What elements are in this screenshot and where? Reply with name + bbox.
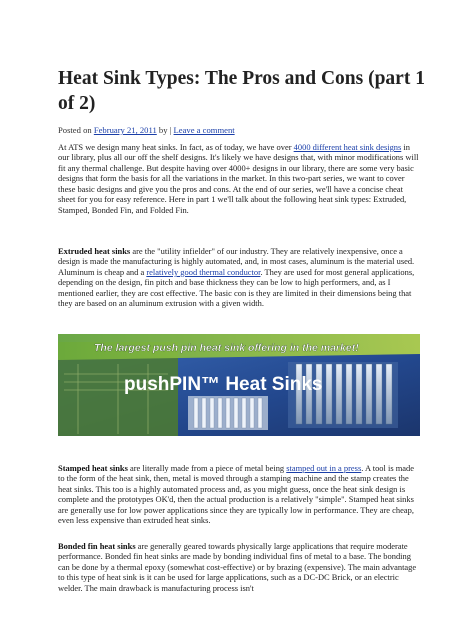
intro-paragraph: [58, 142, 420, 215]
stamped-press-link[interactable]: stamped out in a press: [286, 463, 362, 473]
thermal-conductor-link[interactable]: relatively good thermal conductor: [146, 266, 261, 277]
extruded-heading: Extruded heat sinks: [58, 246, 131, 256]
bonded-fin-heading: Bonded fin heat sinks: [58, 541, 136, 551]
stamped-heading: Stamped heat sinks: [58, 463, 128, 473]
banner-tagline: The largest push pin heat sink offering in the market!: [94, 342, 359, 354]
stamped-text-2: . A tool is made to the form of the heat sink, then, metal is moved through a stamping machine and the stamp creates the heat sinks. This too is a highly automated process and, as you might guess, once the heat sink design is complete and the prototypes OK'd, then the actual production is a relatively "simple". Stamped heat sinks are generally use for low power applications since they are typically low in performance. They are cheap, even less expensive than extruded heat sinks.: [58, 463, 414, 526]
extruded-paragraph: [58, 246, 420, 309]
post-date-link[interactable]: February 21, 2011: [93, 125, 157, 135]
extruded-text-2: . They are used for most general applications, depending on the design, fin pitch and base thickness they can be low to high performers, and, as I mentioned earlier, they are cost effective. The basic con is they are limited in their dimensions being that they are based on an aluminum extrusion with a given width.: [58, 266, 415, 309]
stamped-paragraph: [58, 463, 420, 526]
banner-brand: pushPIN™ Heat Sinks: [124, 374, 323, 395]
intro-text-2: in our library, plus all our off the shelf designs. It's likely we have designs that, with minor modifications will fit any thermal challenge. But despite having over 4000+ designs in our library, there are some very basic designs that form the basis for all the variations in the market. In this two-part series, we want to cover these basic designs and give you the pros and cons. At the end of our series, we'll have a concise cheat sheet for you for easy reference. Here in part 1 we'll talk about the following heat sink types: Extruded, Stamped, Bonded Fin, and Folded Fin.: [58, 142, 419, 215]
author-separator: by |: [158, 125, 172, 135]
extruded-text-1: are the "utility infielder" of our industry. They are relatively inexpensive, once a design is made the manufacturing is highly automated, and, in most cases, aluminum is the material used. Aluminum is cheap and a: [58, 246, 415, 277]
leave-comment-link[interactable]: Leave a comment: [173, 125, 235, 135]
bonded-fin-text: are generally geared towards physically large applications that require moderate performance. Bonded fin heat sinks are made by bonding individual fins of metal to a base. The bonding can be done by a thermal epoxy (somewhat cost-effective) or by brazing (expensive). The main advantage to this type of heat sink is it can be used for large applications, such as a DC-DC Brick, or an electric welder. The main drawback is manufacturing process isn't: [58, 541, 417, 593]
stamped-text-1: are literally made from a piece of metal being: [127, 463, 287, 473]
post-meta: [58, 125, 235, 136]
bonded-fin-paragraph: [58, 541, 420, 593]
heat-sink-designs-link[interactable]: 4000 different heat sink designs: [293, 142, 402, 152]
pushpin-heat-sinks-banner[interactable]: [58, 334, 420, 436]
intro-text-1: At ATS we design many heat sinks. In fact, as of today, we have over: [58, 142, 294, 152]
posted-on-label: Posted on: [58, 125, 92, 135]
banner-image: [58, 334, 420, 436]
article-title: Heat Sink Types: The Pros and Cons (part 1 of 2): [58, 68, 425, 114]
